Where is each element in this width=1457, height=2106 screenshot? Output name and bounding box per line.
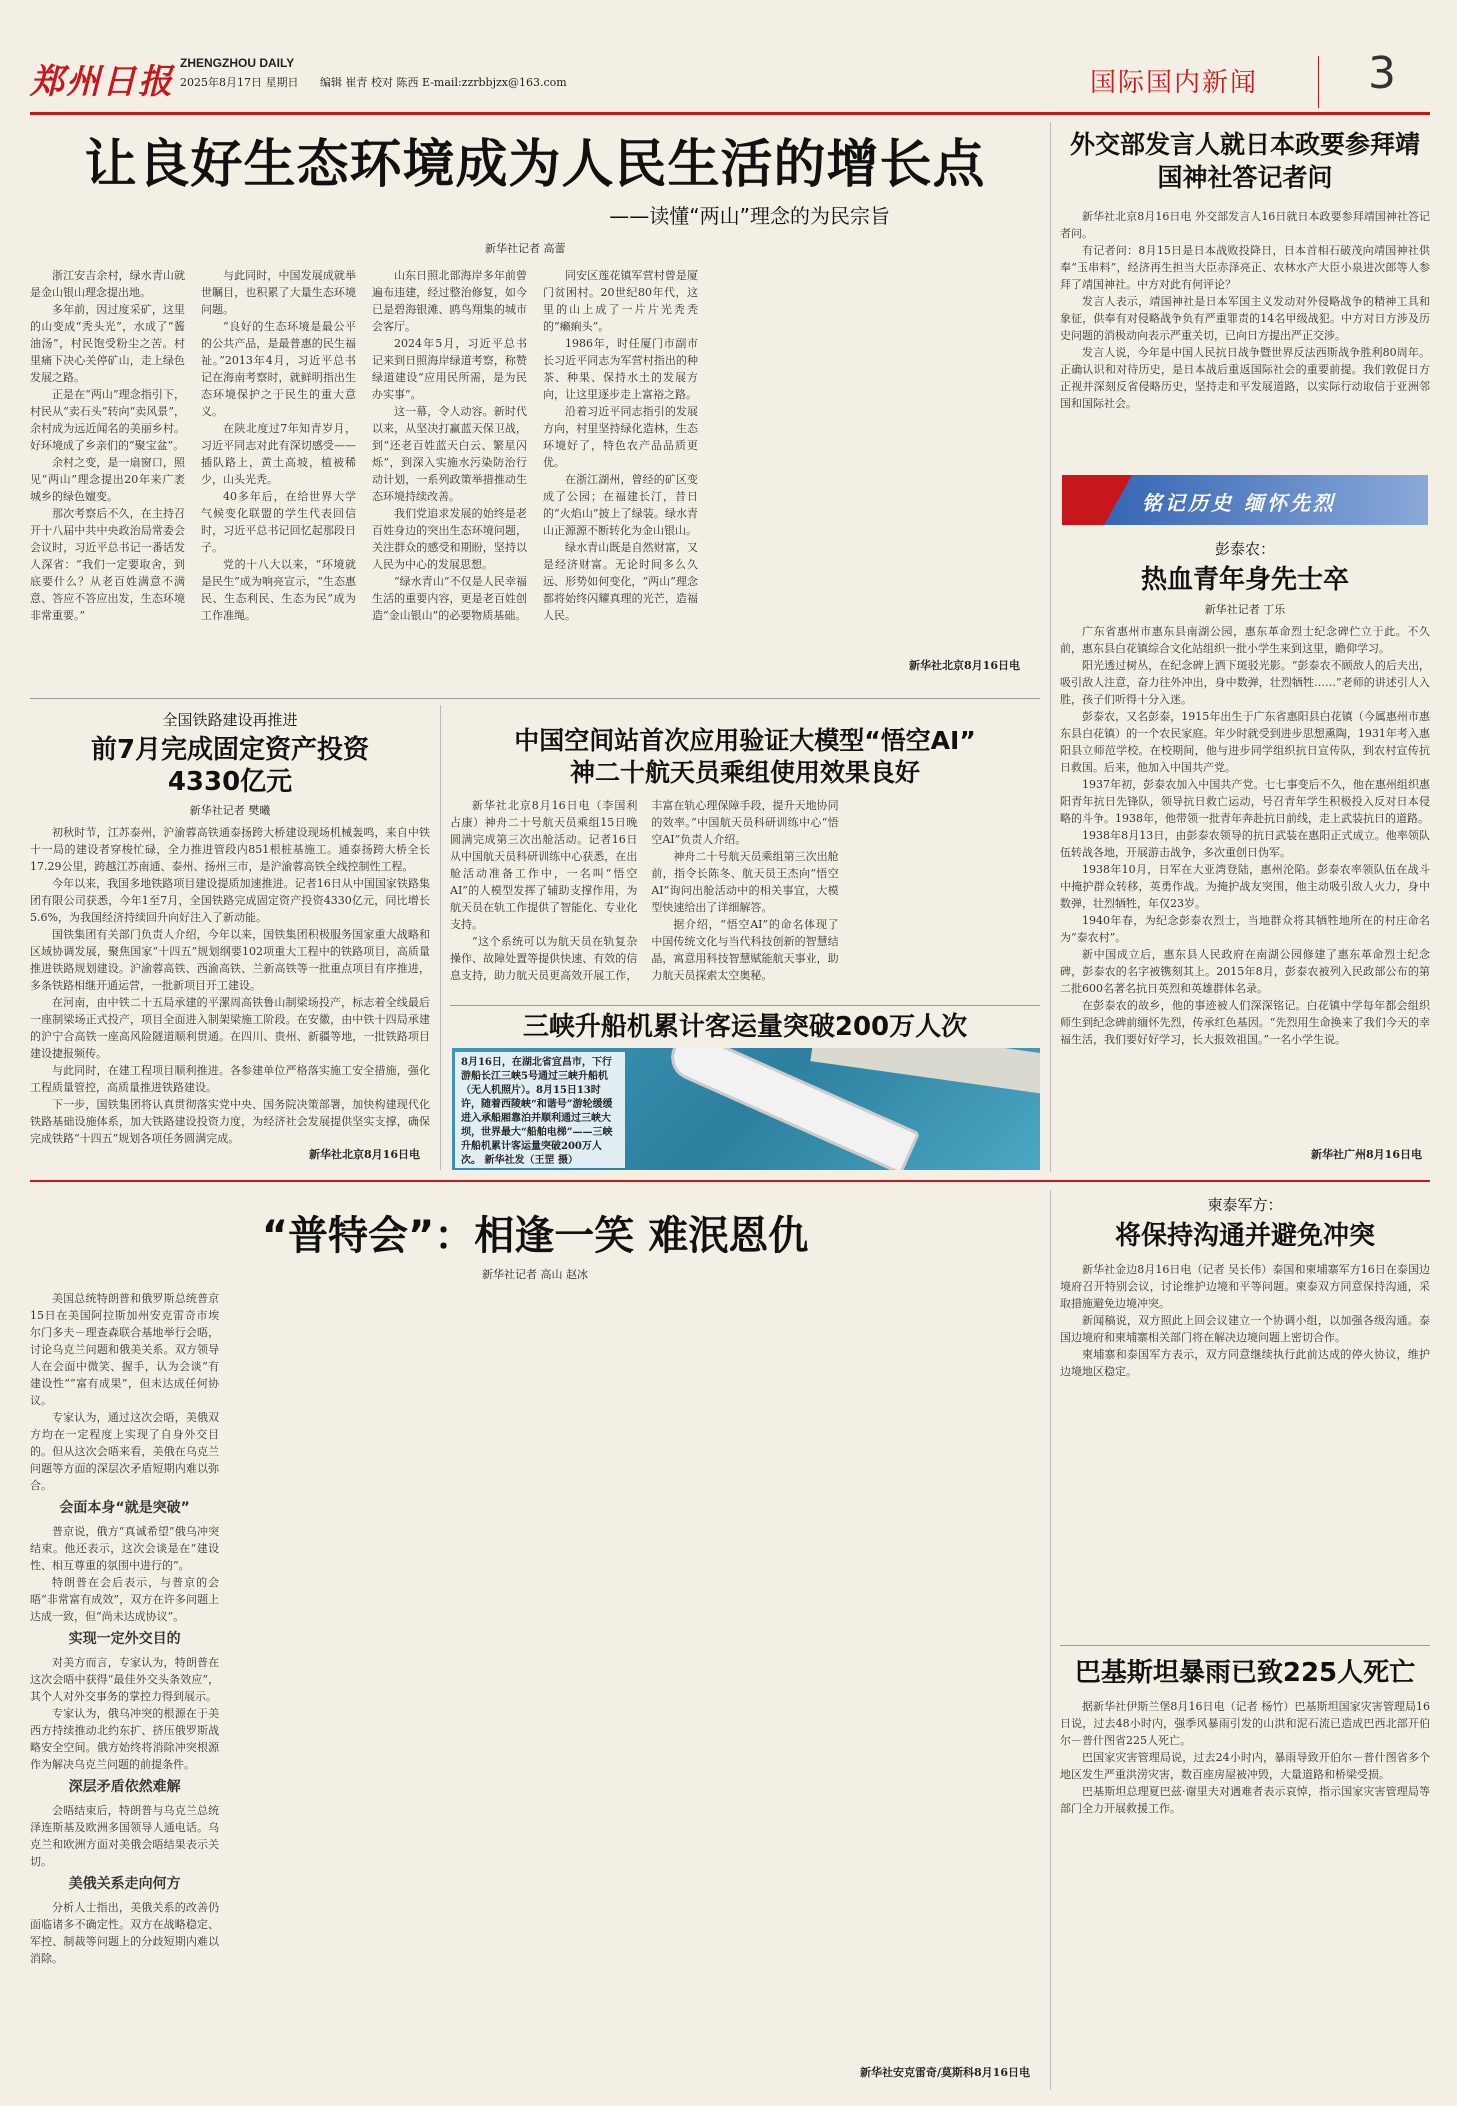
mfa-body: 新华社北京8月16日电 外交部发言人16日就日本政要参拜靖国神社答记者问。 有记者问：8月15日是日本战败投降日，日本首相石破茂向靖国神社供奉“玉串料”，经济再生担当大臣赤泽亮正、农林水产大臣小泉进次郎等人参拜了靖国神社。中方对此有何评论？ 发言人表示，靖国神社是日本军国主义发动对外侵略战争的精神工具和象征，供奉有对侵略战争负有严重罪责的14名甲级战犯。中方对日方涉及历史问题的消极动向表示严重关切，已向日方提出严正交涉。 发言人说，今年是中国人民抗日战争暨世界反法西斯战争胜利80周年。正确认识和对待历史，是日本战后重返国际社会的重要前提。我们敦促日方正视并深刻反省侵略历史，坚持走和平发展道路，以实际行动取信于亚洲邻国和国际社会。 — [1060, 210, 1430, 410]
thai-kicker: 柬泰军方： — [1207, 1196, 1283, 1214]
masthead-date: 2025年8月17日 星期日 — [180, 76, 299, 89]
lead-article — [30, 122, 1040, 687]
putin-sub-3: 深层矛盾依然难解 — [68, 1779, 181, 1795]
lead-sign: 新华社北京8月16日电 — [909, 659, 1020, 672]
mfa-article — [1060, 122, 1430, 472]
sanxia-caption: 8月16日，在湖北省宜昌市，下行游船长江三峡5号通过三峡升船机（无人机照片）。8月15日13时许，随着西陵峡“和谐号”游轮缓缓进入承船厢靠泊并顺利通过三峡大坝，世界最大“船舶电梯”——三峡升船机累计客运量突破200万人次。 — [461, 1057, 613, 1166]
masthead-en: ZHENGZHOU DAILY — [180, 56, 295, 70]
peng-kicker: 彭泰农： — [1214, 540, 1275, 558]
masthead-rule — [30, 112, 1430, 115]
peng-title: 热血青年身先士卒 — [1140, 565, 1349, 595]
space-title2: 神二十航天员乘组使用效果良好 — [569, 758, 920, 787]
putin-title: “普特会”：相逢一笑 难泯恩仇 — [261, 1213, 809, 1259]
putin-byline: 新华社记者 高山 赵冰 — [482, 1268, 588, 1281]
putin-sub-4: 美俄关系走向何方 — [68, 1876, 181, 1892]
sanxia-title: 三峡升船机累计客运量突破200万人次 — [522, 1012, 968, 1042]
pak-article — [1060, 1652, 1430, 2092]
section-name: 国际国内新闻 — [1090, 68, 1259, 98]
pak-body: 据新华社伊斯兰堡8月16日电（记者 杨竹）巴基斯坦国家灾害管理局16日说，过去48小时内，强季风暴雨引发的山洪和泥石流已造成巴西北部开伯尔－普什图省225人死亡。 巴国家灾害管理局说，过去24小时内，暴雨导致开伯尔－普什图省多个地区发生严重洪涝灾害，数百座房屋被冲毁，大量道路和桥梁受损。 巴基斯坦总理夏巴兹·谢里夫对遇难者表示哀悼，指示国家灾害管理局等部门全力开展救援工作。 — [1060, 1700, 1430, 1815]
rail-byline: 新华社记者 樊曦 — [189, 804, 271, 817]
putin-sub-1: 会面本身“就是突破” — [59, 1500, 190, 1516]
peng-article — [1060, 530, 1430, 1170]
lead-subtitle: ——读懂“两山”理念的为民宗旨 — [609, 204, 890, 228]
space-article — [450, 705, 1040, 1000]
lead-byline: 新华社记者 高蕾 — [485, 242, 566, 255]
sanxia-credit: 新华社发（王罡 摄） — [484, 1155, 578, 1166]
rail-kicker: 全国铁路建设再推进 — [162, 711, 298, 729]
banner-text: 铭记历史 缅怀先烈 — [1142, 491, 1336, 515]
sanxia-caption-box — [455, 1052, 625, 1168]
newspaper-logo: 郑州日报 — [30, 62, 174, 102]
putin-sub-2: 实现一定外交目的 — [68, 1631, 181, 1647]
lock-wall — [810, 1048, 1040, 1095]
thai-body: 新华社金边8月16日电（记者 吴长伟）泰国和柬埔寨军方16日在泰国边境府召开特别会议，讨论维护边境和平等问题。柬泰双方同意保持沟通，采取措施避免边境冲突。 新闻稿说，双方照此上回会议建立一个协调小组，以加强各级沟通。泰国边境府和柬埔寨相关部门将在解决边境问题上密切合作。 柬埔寨和泰国军方表示，双方同意继续执行此前达成的停火协议，维护边境地区稳定。 — [1060, 1263, 1430, 1378]
page-number: 3 — [1368, 48, 1396, 99]
lead-title: 让良好生态环境成为人民生活的增长点 — [84, 135, 986, 195]
space-title: 中国空间站首次应用验证大模型“悟空AI” — [514, 726, 976, 755]
rail-title: 前7月完成固定资产投资4330亿元 — [90, 735, 370, 797]
peng-byline: 新华社记者 丁乐 — [1204, 603, 1286, 616]
pak-title: 巴基斯坦暴雨已致225人死亡 — [1074, 1658, 1416, 1688]
space-body: 新华社北京8月16日电（李国利 占康）神舟二十号航天员乘组15日晚圆满完成第三次出舱活动。记者16日从中国航天员科研训练中心获悉，在出舱活动准备工作中，一名叫“悟空AI”的人模型发挥了辅助支撑作用，为航天员在轨工作提供了智能化、专业化支持。 “这个系统可以为航天员在轨复杂操作、故障处置等提供快速、有效的信息支持，助力航天员更高效开展工作，丰富在轨心理保障手段，提升天地协同的效率。”中国航天员科研训练中心“悟空AI”负责人介绍。 神舟二十号航天员乘组第三次出舱前，指令长陈冬、航天员王杰向“悟空AI”询问出舱活动中的相关事宜，大模型快速给出了详细解答。 据介绍，“悟空AI”的命名体现了中国传统文化与当代科技创新的智慧结晶，寓意用科技智慧赋能航天事业，助力航天员探索太空奥秘。 — [450, 799, 839, 982]
putin-sign: 新华社安克雷奇/莫斯科8月16日电 — [860, 2066, 1030, 2079]
thai-article — [1060, 1190, 1430, 1640]
history-banner — [1062, 475, 1428, 525]
putin-body: 美国总统特朗普和俄罗斯总统普京15日在美国阿拉斯加州安克雷奇市埃尔门多夫－理查森联合基地举行会晤，讨论乌克兰问题和俄美关系。双方领导人在会面中微笑、握手，认为会谈“有建设性”“富有成果”，但未达成任何协议。 专家认为，通过这次会晤，美俄双方均在一定程度上实现了自身外交目的。但从这次会晤来看，美俄在乌克兰问题等方面的深层次矛盾短期内难以弥合。 会面本身“就是突破” 普京说，俄方“真诚希望”俄乌冲突结束。他还表示，这次会谈是在“建设性、相互尊重的氛围中进行的”。 特朗普在会后表示，与普京的会晤“非常富有成效”，双方在许多问题上达成一致，但“尚未达成协议”。 实现一定外交目的 对美方而言，专家认为，特朗普在这次会晤中获得“最佳外交头条效应”，其个人对外交事务的掌控力得到展示。 专家认为，俄乌冲突的根源在于美西方持续推动北约东扩、挤压俄罗斯战略安全空间。俄方始终将消除冲突根源作为解决乌克兰问题的前提条件。 深层矛盾依然难解 会晤结束后，特朗普与乌克兰总统泽连斯基及欧洲多国领导人通电话。乌克兰和欧洲方面对美俄会晤结果表示关切。 美俄关系走向何方 分析人士指出，美俄关系的改善仍面临诸多不确定性。双方在战略稳定、军控、制裁等问题上的分歧短期内难以消除。 — [30, 1292, 220, 1965]
thai-title: 将保持沟通并避免冲突 — [1114, 1221, 1375, 1251]
masthead-editors: 编辑 崔青 校对 陈西 E-mail:zzrbbjzx@163.com — [320, 76, 567, 89]
rail-article — [30, 705, 430, 1170]
banner-flag-icon — [1062, 475, 1132, 525]
lead-body: 浙江安吉余村，绿水青山就是金山银山理念提出地。 多年前，因过度采矿，这里的山变成“秃头光”，水成了“酱油汤”，村民饱受粉尘之苦。村里痛下决心关停矿山，走上绿色发展之路。 正是在“两山”理念指引下，村民从“卖石头”转向“卖风景”，余村成为远近闻名的美丽乡村。好环境成了乡亲们的“聚宝盆”。 余村之变，是一扇窗口，照见“两山”理念提出20年来广袤城乡的绿色嬗变。 那次考察后不久，在主持召开十八届中共中央政治局常委会会议时，习近平总书记一番话发人深省：“我们一定要取舍，到底要什么？从老百姓满意不满意、答应不答应出发，生态环境非常重要。” 与此同时，中国发展成就举世瞩目，也积累了大量生态环境问题。 “良好的生态环境是最公平的公共产品，是最普惠的民生福祉。”2013年4月，习近平总书记在海南考察时，就鲜明指出生态环境保护之于民生的重大意义。 在陕北度过7年知青岁月，习近平同志对此有深切感受——插队路上，黄土高坡，植被稀少，山头光秃。 40多年后，在给世界大学气候变化联盟的学生代表回信时，习近平总书记回忆起那段日子。 党的十八大以来，“环境就是民生”成为响亮宣示，“生态惠民、生态利民、生态为民”成为工作准绳。 山东日照北部海岸多年前曾遍布违建，经过整治修复，如今已是碧海银滩、鸥鸟翔集的城市会客厅。 2024年5月，习近平总书记来到日照海岸绿道考察，称赞绿道建设“应用民所需，是为民办实事”。 这一幕，令人动容。新时代以来，从坚决打赢蓝天保卫战，到“还老百姓蓝天白云、繁星闪烁”，到深入实施水污染防治行动计划，一系列政策举措推动生态环境持续改善。 我们党追求发展的始终是老百姓身边的突出生态环境问题，关注群众的感受和期盼，坚持以人民为中心的发展思想。 “绿水青山”不仅是人民幸福生活的重要内容，更是老百姓创造“金山银山”的必要物质基础。 同安区莲花镇军营村曾是厦门贫困村。20世纪80年代，这里的山上成了一片片光秃秃的“癞痢头”。 1986年，时任厦门市副市长习近平同志为军营村指出的种茶、种果、保持水土的发展方向，让这里逐步走上富裕之路。 沿着习近平同志指引的发展方向，村里坚持绿化造林，生态环境好了，特色农产品品质更优。 在浙江湖州，曾经的矿区变成了公园；在福建长汀，昔日的“火焰山”披上了绿装。绿水青山正源源不断转化为金山银山。 绿水青山既是自然财富，又是经济财富。无论时间多么久远、形势如何变化，“两山”理念都将始终闪耀真理的光芒，造福人民。 — [30, 269, 698, 622]
peng-sign: 新华社广州8月16日电 — [1311, 1148, 1422, 1161]
peng-body: 广东省惠州市惠东县南湖公园，惠东革命烈士纪念碑伫立于此。不久前，惠东县白花镇综合文化站组织一批小学生来到这里，瞻仰学习。 阳光透过树丛，在纪念碑上洒下斑驳光影。“彭泰农不顾敌人的后夫出，吸引敌人注意，奋力往外冲出，身中数弹，壮烈牺牲……”老师的讲述引人入胜，孩子们听得十分入迷。 彭泰农，又名彭泰，1915年出生于广东省惠阳县白花镇（今属惠州市惠东县白花镇）的一个农民家庭。年少时就受到进步思想熏陶，1931年考入惠阳县立师范学校。在校期间，他与进步同学组织抗日宣传队，到农村宣传抗日救国。后来，他加入中国共产党。 1937年初，彭泰农加入中国共产党。七七事变后不久，他在惠州组织惠阳青年抗日先锋队，领导抗日救亡运动，号召青年学生积极投入反对日本侵略的斗争。1938年，他带领一批青年奔赴抗日前线，走上武装抗日的道路。 1938年8月13日，由彭泰农领导的抗日武装在惠阳正式成立。他率领队伍转战各地，开展游击战争，多次重创日伪军。 1938年10月，日军在大亚湾登陆，惠州沦陷。彭泰农率领队伍在战斗中掩护群众转移，英勇作战。为掩护战友突围，他主动吸引敌人火力，身中数弹，壮烈牺牲，年仅23岁。 1940年春，为纪念彭泰农烈士，当地群众将其牺牲地所在的村庄命名为“泰农村”。 新中国成立后，惠东县人民政府在南湖公园修建了惠东革命烈士纪念碑，彭泰农的名字被镌刻其上。2015年8月，彭泰农被列入民政部公布的第二批600名著名抗日英烈和英雄群体名录。 在彭泰农的故乡，他的事迹被人们深深铭记。白花镇中学每年都会组织师生到纪念碑前缅怀先烈，传承红色基因。“先烈用生命换来了我们今天的幸福生活，我们要好好学习，长大报效祖国。”一名小学生说。 — [1060, 625, 1430, 1046]
rail-sign: 新华社北京8月16日电 — [309, 1148, 420, 1161]
mfa-title: 外交部发言人就日本政要参拜靖国神社答记者问 — [1070, 130, 1421, 192]
masthead — [30, 48, 1430, 112]
putin-article — [30, 1190, 1040, 2090]
rail-body: 初秋时节，江苏泰州，沪渝蓉高铁通泰扬跨大桥建设现场机械轰鸣，来自中铁十一局的建设者穿梭忙碌，全力推进管段内851根桩基施工。通泰扬跨大桥全长17.29公里，跨越江苏南通、泰州、扬州三市，是沪渝蓉高铁全线控制性工程。 今年以来，我国多地铁路项目建设提质加速推进。记者16日从中国国家铁路集团有限公司获悉，今年1至7月，全国铁路完成固定资产投资4330亿元，同比增长5.6%，为我国经济持续回升向好注入了新动能。 国铁集团有关部门负责人介绍，今年以来，国铁集团积极服务国家重大战略和区域协调发展，聚焦国家“十四五”规划纲要102项重大工程中的铁路项目，高质量推进铁路规划建设。沪渝蓉高铁、西渝高铁、兰新高铁等一批重点项目有序推进，多条铁路相继开通运营，一批新项目开工建设。 在河南，由中铁二十五局承建的平漯周高铁鲁山制梁场投产，标志着全线最后一座制梁场正式投产，项目全面进入制架梁施工阶段。在安徽，由中铁十四局承建的沪宁合高铁一座高风险隧道顺利贯通。在四川、贵州、新疆等地，一批铁路项目建设捷报频传。 与此同时，在建工程项目顺利推进。各参建单位严格落实施工安全措施，强化工程质量管控，高质量推进铁路建设。 下一步，国铁集团将认真贯彻落实党中央、国务院决策部署，加快构建现代化铁路基础设施体系，加大铁路建设投资力度，为经济社会发展提供坚实支撑，确保完成铁路“十四五”规划各项任务圆满完成。 — [30, 826, 430, 1145]
